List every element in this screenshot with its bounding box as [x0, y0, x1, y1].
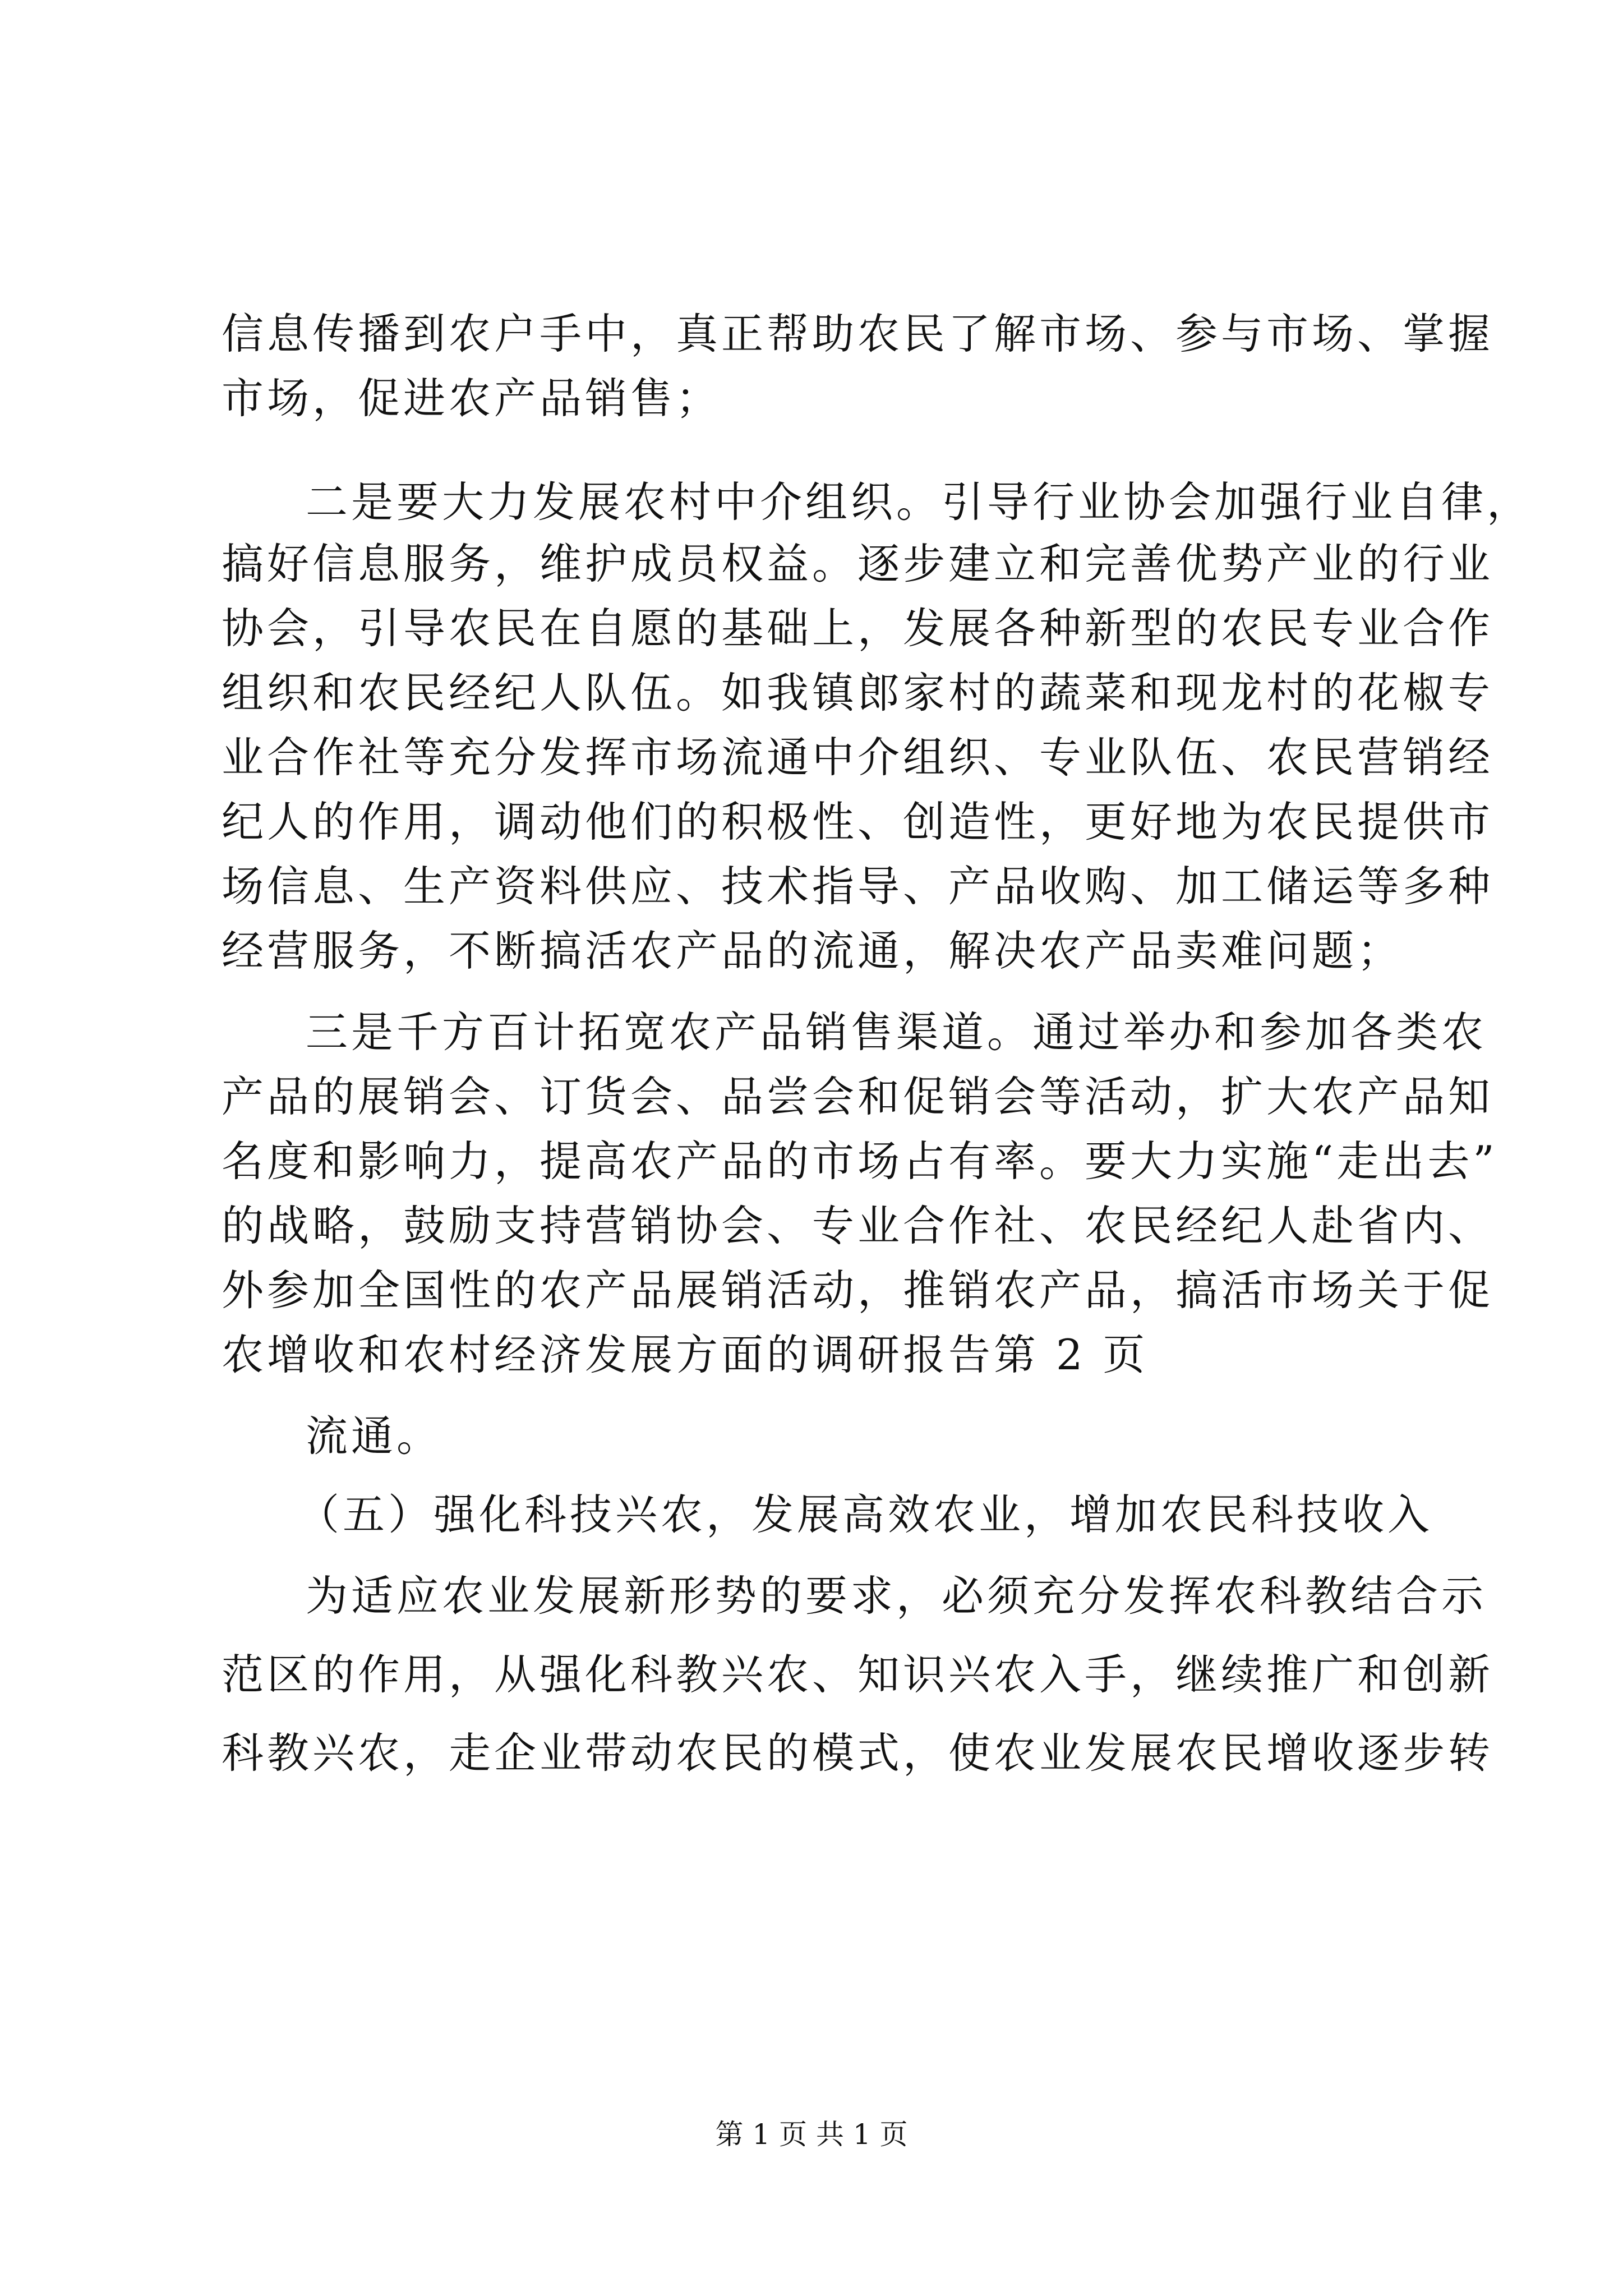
body-text-line: 名度和影响力，提高农产品的市场占有率。要大力实施“走出去” — [222, 1137, 1498, 1186]
body-text-line: 纪人的作用，调动他们的积极性、创造性，更好地为农民提供市 — [222, 797, 1494, 846]
paragraph-heading-line: 二是要大力发展农村中介组织。引导行业协会加强行业自律， — [306, 477, 1533, 527]
body-text-line: 经营服务，不断搞活农产品的流通，解决农产品卖难问题； — [222, 926, 1403, 976]
body-text-line: 市场，促进农产品销售； — [222, 374, 722, 423]
paragraph-start-line: 为适应农业发展新形势的要求，必须充分发挥农科教结合示 — [306, 1571, 1487, 1621]
paragraph-heading-line: 三是千方百计拓宽农产品销售渠道。通过举办和参加各类农 — [306, 1007, 1487, 1057]
body-text-line: 组织和农民经纪人队伍。如我镇郎家村的蔬菜和现龙村的花椒专 — [222, 668, 1494, 717]
body-text-line: 科教兴农，走企业带动农民的模式，使农业发展农民增收逐步转 — [222, 1728, 1494, 1778]
page-footer: 第 1 页 共 1 页 — [715, 2118, 908, 2151]
body-text-line: 的战略，鼓励支持营销协会、专业合作社、农民经纪人赴省内、 — [222, 1201, 1494, 1250]
body-text-line: 外参加全国性的农产品展销活动，推销农产品，搞活市场关于促 — [222, 1266, 1494, 1315]
body-text-line: 流通。 — [306, 1411, 442, 1461]
body-text-line: 协会，引导农民在自愿的基础上，发展各种新型的农民专业合作 — [222, 604, 1494, 653]
section-heading: （五）强化科技兴农，发展高效农业，增加农民科技收入 — [297, 1490, 1433, 1539]
body-text-line: 场信息、生产资料供应、技术指导、产品收购、加工储运等多种 — [222, 862, 1494, 911]
body-text-line: 范区的作用，从强化科教兴农、知识兴农入手，继续推广和创新 — [222, 1650, 1494, 1699]
body-text-line: 搞好信息服务，维护成员权益。逐步建立和完善优势产业的行业 — [222, 539, 1494, 588]
body-text-line: 产品的展销会、订货会、品尝会和促销会等活动，扩大农产品知 — [222, 1072, 1494, 1121]
body-text-line: 业合作社等充分发挥市场流通中介组织、专业队伍、农民营销经 — [222, 733, 1494, 782]
body-text-line: 信息传播到农户手中，真正帮助农民了解市场、参与市场、掌握 — [222, 309, 1494, 358]
body-text-line: 农增收和农村经济发展方面的调研报告第 2 页 — [222, 1330, 1149, 1379]
